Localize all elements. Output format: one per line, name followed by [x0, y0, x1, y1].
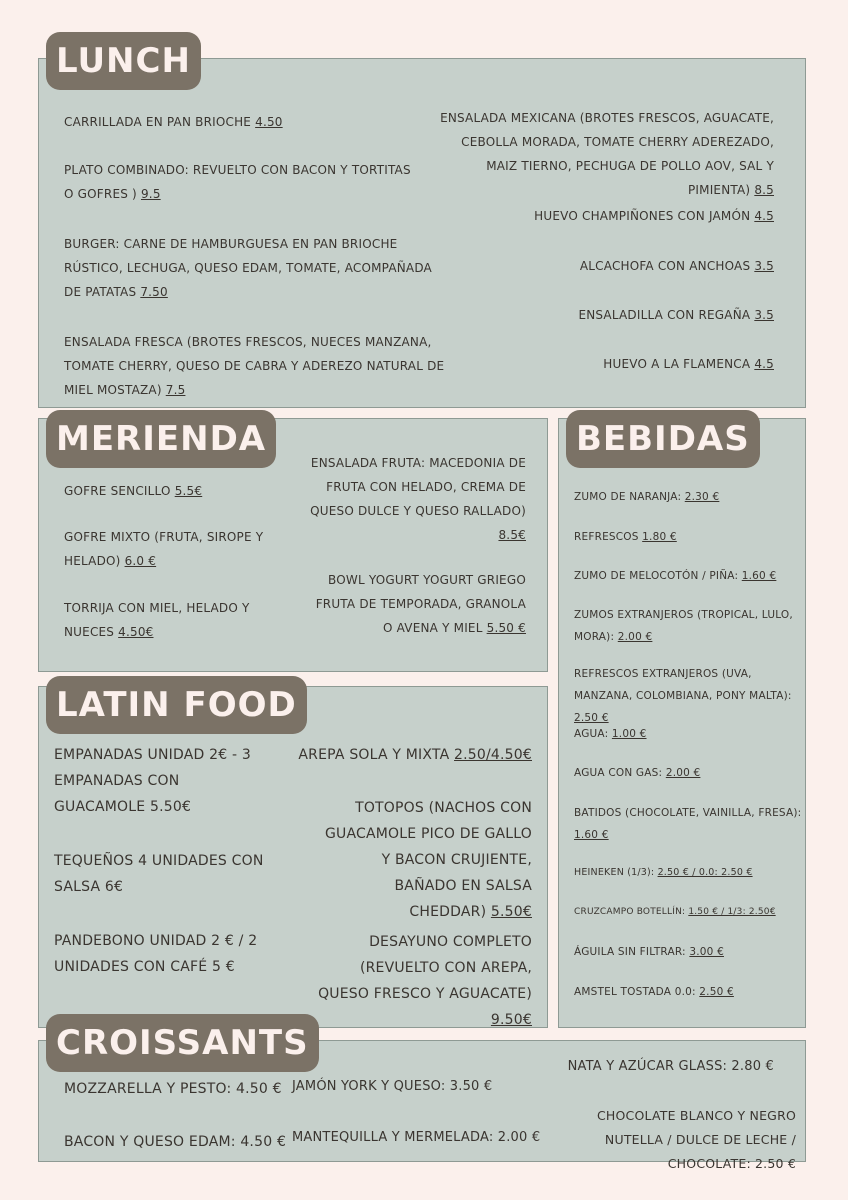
drink-item: AMSTEL TOSTADA 0.0: 2.50 €: [574, 986, 734, 998]
menu-item: ENSALADA MEXICANA (BROTES FRESCOS, AGUACATE, CEBOLLA MORADA, TOMATE CHERRY ADEREZADO, MAIZ TIERNO, PECHUGA DE POLLO AOV, SAL Y PIMIENTA) 8.5: [440, 111, 774, 197]
menu-item: AREPA SOLA Y MIXTA 2.50/4.50€: [298, 747, 532, 763]
drink-item: AGUA: 1.00 €: [574, 728, 647, 740]
menu-item: GOFRE MIXTO (FRUTA, SIROPE Y HELADO) 6.0 €: [64, 530, 264, 568]
menu-item: TOTOPOS (NACHOS CON GUACAMOLE PICO DE GALLO Y BACON CRUJIENTE, BAÑADO EN SALSA CHEDDAR) 5.50€: [324, 800, 532, 920]
menu-item: BACON Y QUESO EDAM: 4.50 €: [64, 1134, 287, 1150]
menu-item: PANDEBONO UNIDAD 2 € / 2 UNIDADES CON CAFÉ 5 €: [54, 933, 258, 975]
menu-item: PLATO COMBINADO: REVUELTO CON BACON Y TORTITAS O GOFRES ) 9.5: [64, 163, 411, 201]
drink-item: REFRESCOS 1.80 €: [574, 531, 677, 543]
menu-item: DESAYUNO COMPLETO (REVUELTO CON AREPA, QUESO FRESCO Y AGUACATE) 9.50€: [318, 934, 532, 1028]
drink-item: ZUMO DE NARANJA: 2.30 €: [574, 491, 720, 503]
menu-item: ENSALADILLA CON REGAÑA 3.5: [578, 308, 774, 322]
menu-item: BURGER: CARNE DE HAMBURGUESA EN PAN BRIOCHE RÚSTICO, LECHUGA, QUESO EDAM, TOMATE, ACOMPAÑADA DE PATATAS 7.50: [64, 237, 432, 299]
drink-item: ZUMO DE MELOCOTÓN / PIÑA: 1.60 €: [574, 570, 777, 582]
menu-item: ENSALADA FRUTA: MACEDONIA DE FRUTA CON HELADO, CREMA DE QUESO DULCE Y QUESO RALLADO) 8.5€: [310, 456, 526, 542]
menu-item: HUEVO A LA FLAMENCA 4.5: [603, 357, 774, 371]
lunch-title: LUNCH: [46, 32, 201, 90]
merienda-title: MERIENDA: [46, 410, 276, 468]
menu-item: HUEVO CHAMPIÑONES CON JAMÓN 4.5: [534, 209, 774, 223]
drink-item: BATIDOS (CHOCOLATE, VAINILLA, FRESA): 1.60 €: [574, 807, 802, 841]
menu-item: CHOCOLATE BLANCO Y NEGRO NUTELLA / DULCE DE LECHE / CHOCOLATE: 2.50 €: [596, 1108, 796, 1171]
croissants-title: CROISSANTS: [46, 1014, 319, 1072]
menu-item: EMPANADAS UNIDAD 2€ - 3 EMPANADAS CON GUACAMOLE 5.50€: [54, 747, 252, 815]
latin-food-title: LATIN FOOD: [46, 676, 307, 734]
drink-item: HEINEKEN (1/3): 2.50 € / 0.0: 2.50 €: [574, 867, 753, 878]
drink-item: CRUZCAMPO BOTELLÍN: 1.50 € / 1/3: 2.50€: [574, 907, 776, 917]
menu-item: TEQUEÑOS 4 UNIDADES CON SALSA 6€: [54, 853, 264, 895]
menu-item: CARRILLADA EN PAN BRIOCHE 4.50: [64, 115, 283, 129]
drink-item: ZUMOS EXTRANJEROS (TROPICAL, LULO, MORA): 2.00 €: [574, 609, 793, 643]
menu-item: MOZZARELLA Y PESTO: 4.50 €: [64, 1081, 282, 1097]
menu-item: ALCACHOFA CON ANCHOAS 3.5: [579, 259, 774, 273]
menu-item: ENSALADA FRESCA (BROTES FRESCOS, NUECES MANZANA, TOMATE CHERRY, QUESO DE CABRA Y ADEREZO NATURAL DE MIEL MOSTAZA) 7.5: [64, 335, 445, 397]
menu-item: MANTEQUILLA Y MERMELADA: 2.00 €: [292, 1130, 541, 1145]
bebidas-title: BEBIDAS: [566, 410, 760, 468]
drink-item: ÁGUILA SIN FILTRAR: 3.00 €: [574, 946, 724, 958]
menu-item: NATA Y AZÚCAR GLASS: 2.80 €: [567, 1059, 774, 1074]
menu-item: TORRIJA CON MIEL, HELADO Y NUECES 4.50€: [64, 601, 250, 639]
menu-item: GOFRE SENCILLO 5.5€: [64, 484, 203, 498]
drink-item: AGUA CON GAS: 2.00 €: [574, 767, 701, 779]
menu-item: BOWL YOGURT YOGURT GRIEGO FRUTA DE TEMPORADA, GRANOLA O AVENA Y MIEL 5.50 €: [315, 573, 526, 635]
menu-item: JAMÓN YORK Y QUESO: 3.50 €: [292, 1079, 493, 1094]
drink-item: REFRESCOS EXTRANJEROS (UVA, MANZANA, COLOMBIANA, PONY MALTA): 2.50 €: [574, 668, 792, 724]
